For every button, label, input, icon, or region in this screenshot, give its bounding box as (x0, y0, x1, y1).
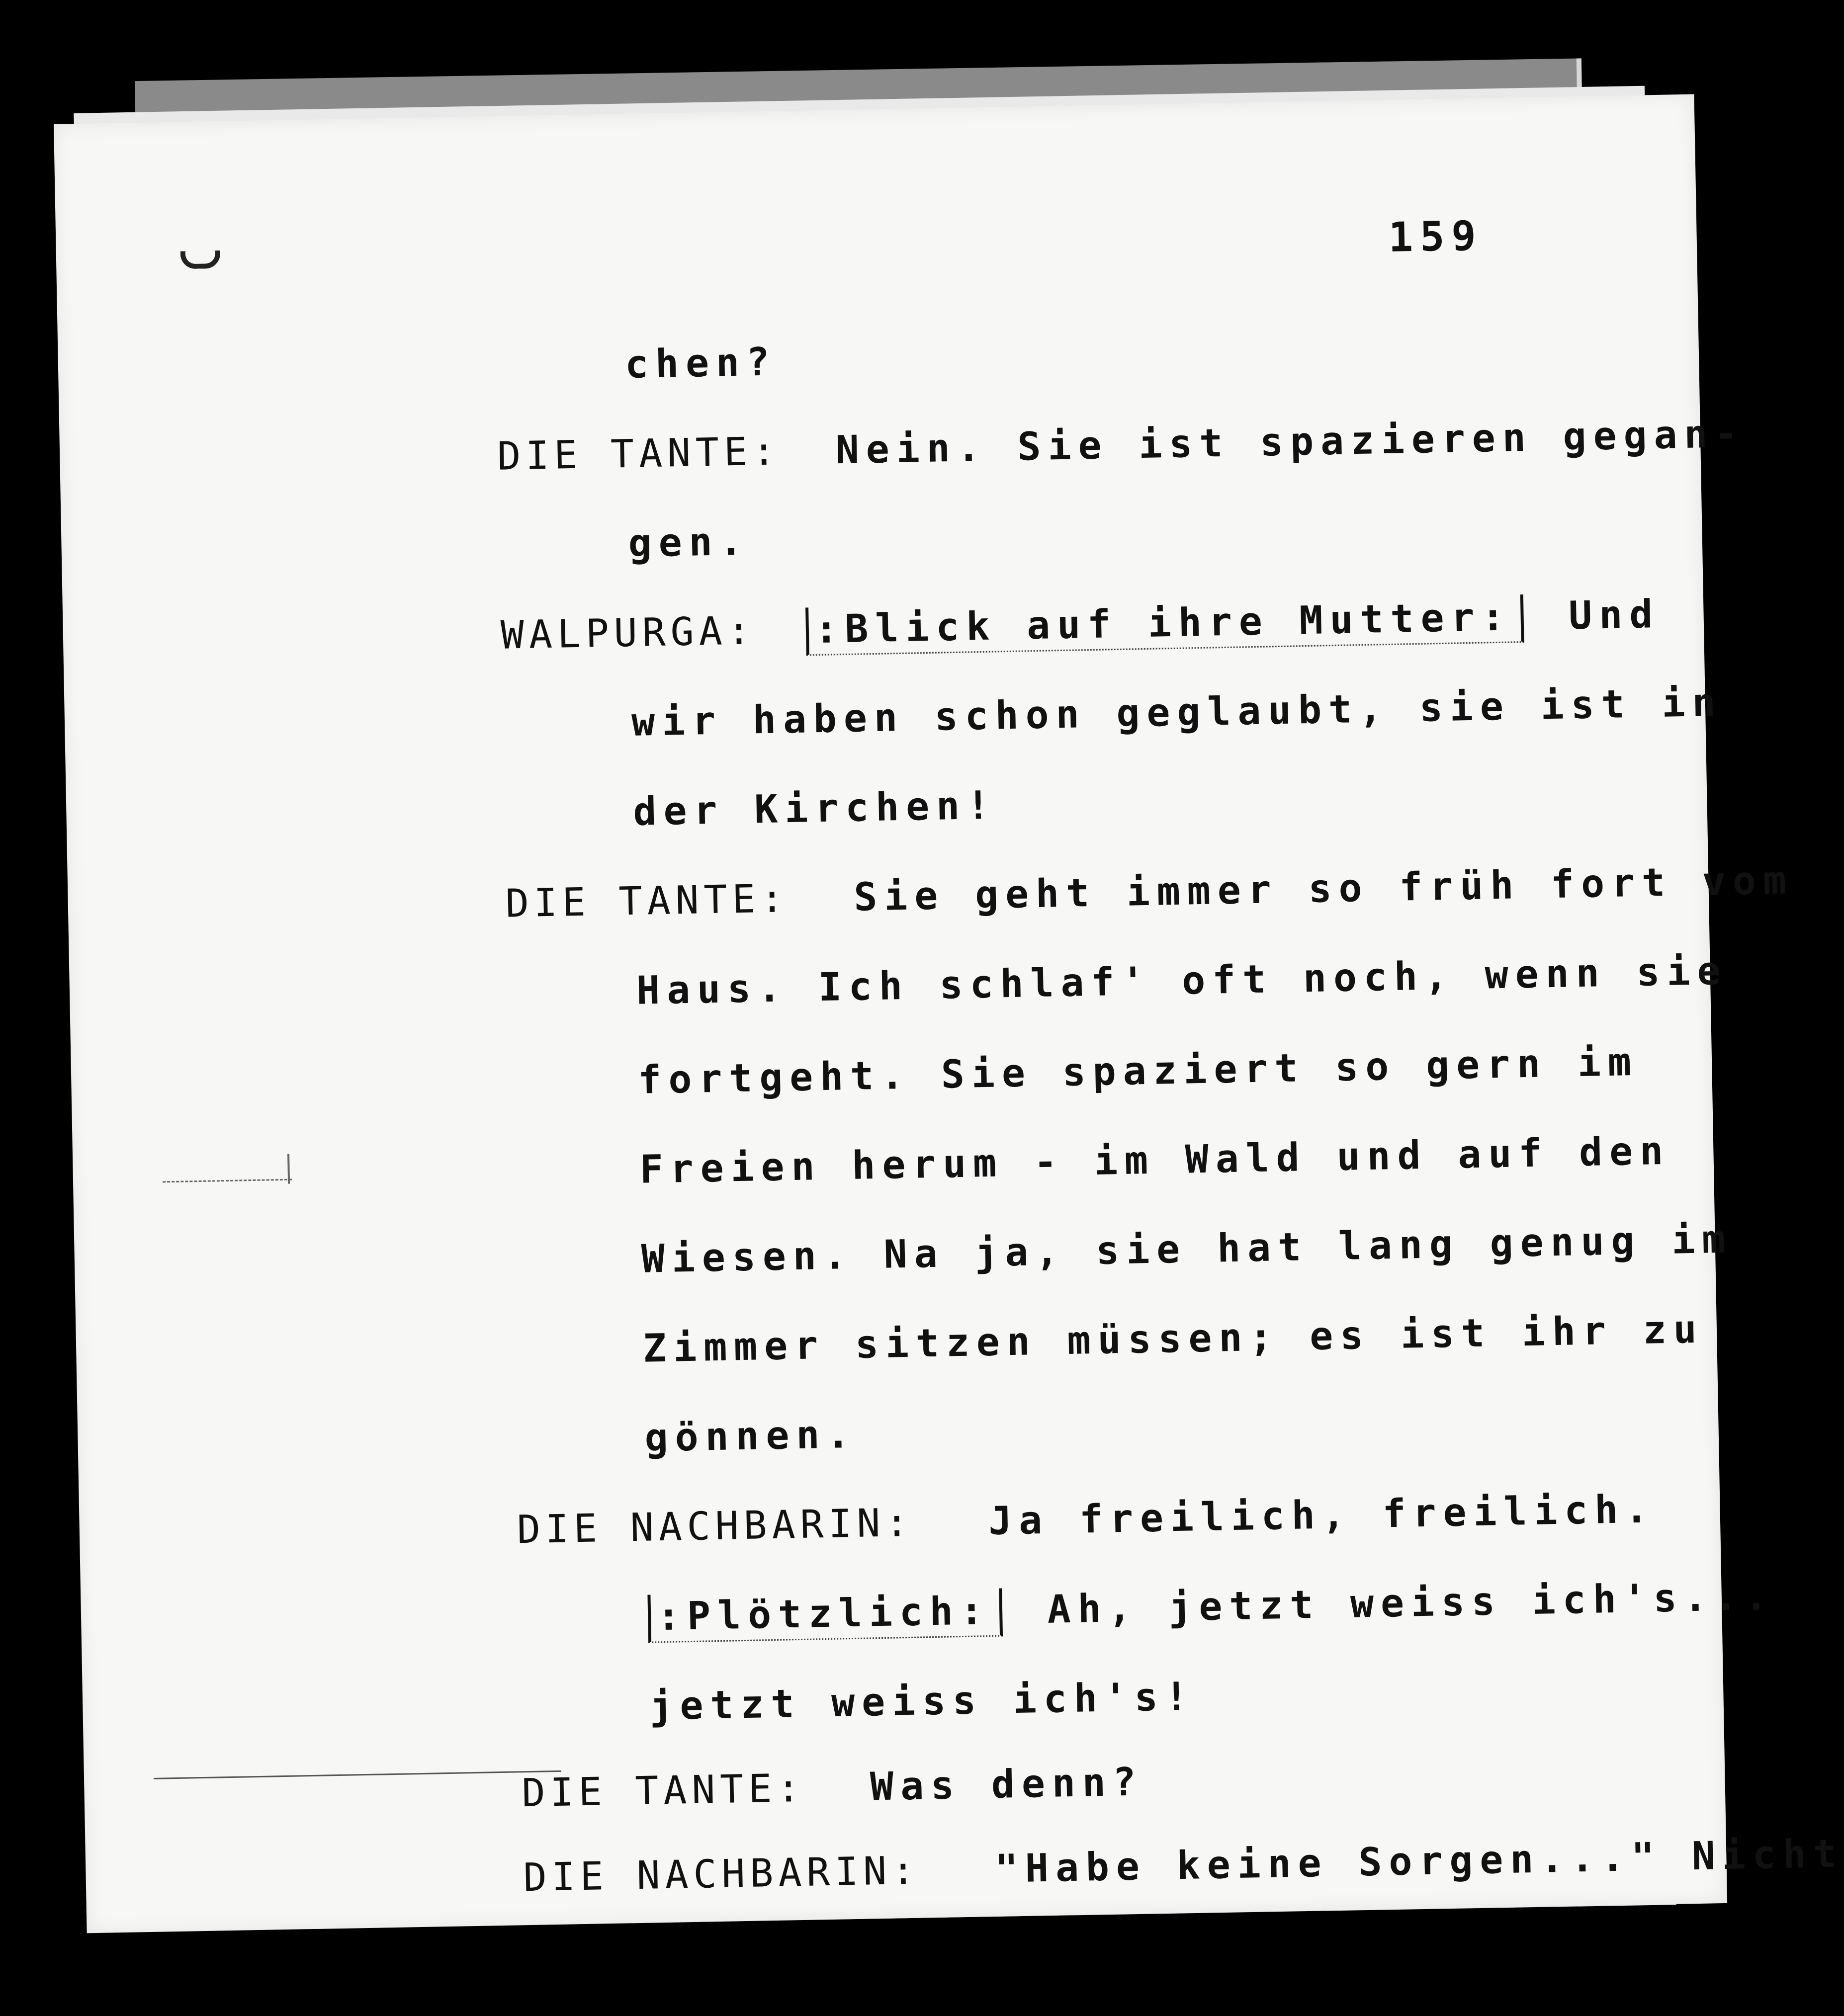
line-text: Sie geht immer so früh fort vom (853, 858, 1794, 920)
line-text: gen. (627, 519, 750, 566)
line-text: Wiesen. Na ja, sie hat lang genug im (641, 1217, 1733, 1282)
line-text: "Habe keine Sorgen..." Nicht (994, 1831, 1844, 1892)
script-line (643, 1307, 1704, 1371)
typescript-page (54, 94, 1844, 1933)
line-text: Freien herum - im Wald und auf den (639, 1128, 1670, 1192)
speaker-name: DIE TANTE: (505, 876, 790, 926)
line-text: Zimmer sitzen müssen; es ist ihr zu (642, 1307, 1704, 1371)
margin-mark (163, 1179, 292, 1184)
line-text: gönnen. (644, 1412, 858, 1461)
script-line (505, 858, 1794, 926)
stage-direction: :Blick auf ihre Mutter: (805, 594, 1524, 656)
script-line (638, 1040, 1639, 1103)
script-line (644, 1412, 857, 1461)
speaker-name: WALPURGA: (500, 608, 756, 658)
script-line (523, 1832, 1844, 1901)
script-line (500, 592, 1660, 662)
bottom-rule (154, 1770, 561, 1779)
margin-mark-tick (287, 1154, 290, 1184)
stage-direction: :Plötzlich: (647, 1589, 1002, 1643)
line-text: fortgeht. Sie spaziert so gern im (637, 1039, 1639, 1103)
line-text: chen? (624, 339, 777, 388)
speaker-name: DIE NACHBARIN: (523, 1848, 920, 1901)
line-text: Ah, jetzt weiss ich's... (1047, 1574, 1775, 1632)
script-line (517, 1487, 1656, 1552)
line-text: jetzt weiss ich's! (649, 1674, 1196, 1729)
script-line (631, 680, 1723, 745)
line-text: Ja freilich, freilich. (988, 1487, 1656, 1544)
script-line (636, 949, 1728, 1013)
page-number: 159 (1388, 212, 1484, 261)
line-text: Haus. Ich schlaf' oft noch, wenn sie (636, 948, 1728, 1013)
speaker-name: DIE TANTE: (521, 1765, 806, 1816)
script-line (624, 339, 777, 387)
script-line (647, 1574, 1775, 1643)
line-text: Und (1568, 591, 1660, 639)
speaker-name: DIE TANTE: (497, 429, 781, 479)
speaker-name: DIE NACHBARIN: (517, 1500, 914, 1553)
script-line (522, 1760, 1143, 1816)
line-text: wir haben schon geglaubt, sie ist in (631, 680, 1723, 745)
line-text: Was denn? (870, 1760, 1143, 1810)
corner-mark (180, 251, 221, 269)
line-text: der Kirchen! (632, 783, 997, 835)
script-line (649, 1674, 1196, 1729)
script-line (628, 519, 750, 566)
script-line (497, 412, 1746, 479)
line-text: Nein. Sie ist spazieren gegan- (835, 411, 1746, 473)
script-line (641, 1217, 1733, 1282)
script-line (639, 1129, 1670, 1192)
script-line (633, 783, 997, 834)
